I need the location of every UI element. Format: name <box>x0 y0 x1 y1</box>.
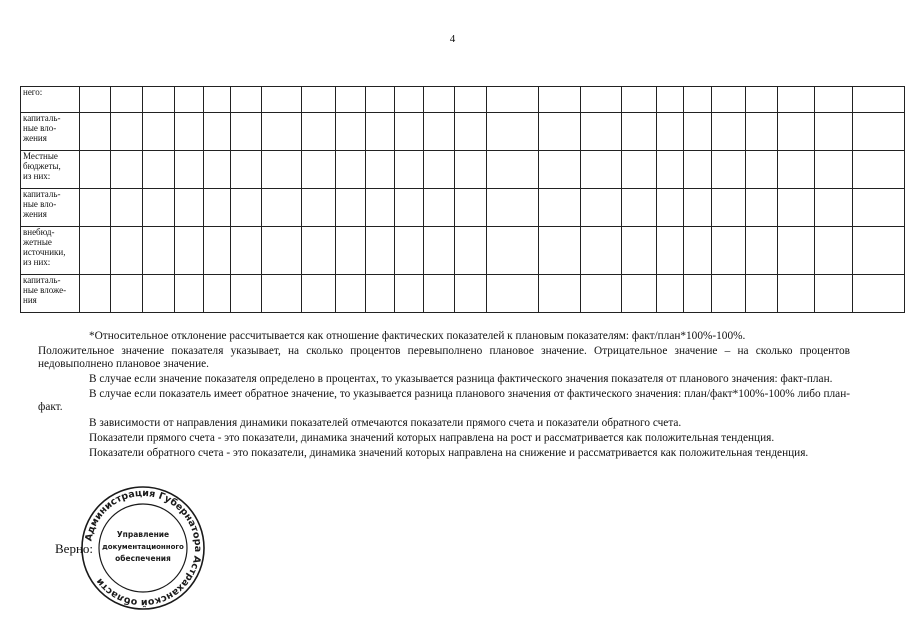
table-cell <box>853 113 905 151</box>
table-cell <box>204 227 231 275</box>
table-cell <box>336 227 366 275</box>
table-cell <box>454 113 486 151</box>
row-label: капиталь- ные вло- жения <box>21 113 80 151</box>
svg-text:обеспечения: обеспечения <box>115 554 171 563</box>
table-cell <box>454 227 486 275</box>
table-cell <box>539 151 580 189</box>
table-cell <box>142 189 174 227</box>
table-cell <box>394 275 424 313</box>
page-number: 4 <box>449 33 456 45</box>
table-cell <box>261 113 301 151</box>
table-cell <box>142 87 174 113</box>
table-cell <box>365 151 394 189</box>
table-cell <box>302 113 336 151</box>
table-cell <box>79 275 110 313</box>
table-cell <box>745 151 777 189</box>
table-cell <box>580 189 621 227</box>
table-cell <box>336 189 366 227</box>
table-cell <box>580 113 621 151</box>
table-cell <box>683 275 712 313</box>
table-cell <box>174 227 204 275</box>
table-cell <box>539 87 580 113</box>
table-cell <box>656 87 683 113</box>
table-cell <box>424 227 454 275</box>
svg-text:документационного: документационного <box>102 543 184 551</box>
table-cell <box>656 227 683 275</box>
table-cell <box>712 113 745 151</box>
table-cell <box>454 151 486 189</box>
signer-verified-label: Верно: <box>55 541 94 556</box>
table-cell <box>174 275 204 313</box>
table-cell <box>777 275 814 313</box>
table-cell <box>111 151 142 189</box>
table-cell <box>111 227 142 275</box>
table-cell <box>302 275 336 313</box>
table-cell <box>204 87 231 113</box>
table-cell <box>621 189 656 227</box>
table-cell <box>745 113 777 151</box>
table-cell <box>204 151 231 189</box>
table-cell <box>745 189 777 227</box>
table-cell <box>394 113 424 151</box>
table-cell <box>365 87 394 113</box>
table-cell <box>261 151 301 189</box>
table-cell <box>621 227 656 275</box>
table-cell <box>142 227 174 275</box>
table-cell <box>142 275 174 313</box>
table-cell <box>580 275 621 313</box>
stamp-graphic <box>80 485 206 611</box>
table-cell <box>204 113 231 151</box>
table-cell <box>365 113 394 151</box>
table-cell <box>261 227 301 275</box>
table-row <box>21 113 905 151</box>
table-cell <box>486 113 538 151</box>
table-cell <box>683 113 712 151</box>
table-cell <box>683 87 712 113</box>
row-label: капиталь- ные вложе- ния <box>21 275 80 313</box>
table-cell <box>539 113 580 151</box>
table-cell <box>204 189 231 227</box>
table-cell <box>814 87 853 113</box>
table-cell <box>79 87 110 113</box>
table-cell <box>853 189 905 227</box>
table-cell <box>777 189 814 227</box>
table-cell <box>853 275 905 313</box>
table-cell <box>394 151 424 189</box>
table-cell <box>336 113 366 151</box>
table-cell <box>853 151 905 189</box>
table-cell <box>486 227 538 275</box>
table-cell <box>712 227 745 275</box>
table-cell <box>302 151 336 189</box>
table-cell <box>853 227 905 275</box>
table-cell <box>712 87 745 113</box>
table-cell <box>853 87 905 113</box>
table-cell <box>231 113 261 151</box>
table-cell <box>174 113 204 151</box>
table-cell <box>394 189 424 227</box>
table-cell <box>79 227 110 275</box>
table-cell <box>621 275 656 313</box>
note-dynamics-direction: В зависимости от направления динамики показателей отмечаются показатели прямого счета и показатели обратного счета. <box>89 416 682 429</box>
row-label: него: <box>21 87 80 113</box>
table-cell <box>814 151 853 189</box>
table-cell <box>814 275 853 313</box>
table-cell <box>814 227 853 275</box>
table-cell <box>261 189 301 227</box>
table-cell <box>454 275 486 313</box>
table-cell <box>174 189 204 227</box>
row-label: внебюд- жетные источники, из них: <box>21 227 80 275</box>
table-cell <box>656 113 683 151</box>
table-cell <box>365 227 394 275</box>
table-cell <box>231 151 261 189</box>
table-cell <box>683 227 712 275</box>
table-cell <box>580 227 621 275</box>
note-inverse-indicator: В случае если показатель имеет обратное значение, то указывается разница планового значения от фактического значения: план/факт*100%-100% либо план-факт. <box>38 388 850 414</box>
table-cell <box>261 275 301 313</box>
note-positive-value: Положительное значение показателя указывает, на сколько процентов перевыполнено плановое значение. Отрицательное значение – на сколько процентов недовыполнено плановое значение. <box>38 345 850 371</box>
table-cell <box>424 189 454 227</box>
table-cell <box>683 151 712 189</box>
table-cell <box>454 87 486 113</box>
table-cell <box>365 275 394 313</box>
table-cell <box>302 227 336 275</box>
table-cell <box>174 151 204 189</box>
row-label: Местные бюджеты, из них: <box>21 151 80 189</box>
table-cell <box>656 151 683 189</box>
note-inverse-count-indicators: Показатели обратного счета - это показатели, динамика значений которых направлена на снижение и рассматривается как положительная тенденция. <box>89 446 809 459</box>
table-row <box>21 151 905 189</box>
table-row <box>21 227 905 275</box>
table-cell <box>539 275 580 313</box>
table-cell <box>336 87 366 113</box>
table-cell <box>777 87 814 113</box>
table-cell <box>656 275 683 313</box>
table-cell <box>336 275 366 313</box>
table-cell <box>486 275 538 313</box>
table-cell <box>111 87 142 113</box>
notes-section <box>38 330 850 462</box>
row-label: капиталь- ные вло- жения <box>21 189 80 227</box>
table-cell <box>745 275 777 313</box>
table-cell <box>302 87 336 113</box>
table-cell <box>777 227 814 275</box>
table-cell <box>111 275 142 313</box>
table-cell <box>231 275 261 313</box>
table-cell <box>424 275 454 313</box>
table-cell <box>79 113 110 151</box>
table-cell <box>336 151 366 189</box>
note-percent-indicator: В случае если значение показателя определено в процентах, то указывается разница фактического значения показателя от планового значения: факт-план. <box>89 373 833 386</box>
table-cell <box>580 151 621 189</box>
table-cell <box>424 151 454 189</box>
table-cell <box>424 113 454 151</box>
table-cell <box>656 189 683 227</box>
table-cell <box>777 151 814 189</box>
svg-text:Администрация Губернатора Астр: Администрация Губернатора Астраханской области <box>83 487 204 609</box>
table-cell <box>204 275 231 313</box>
table-cell <box>621 113 656 151</box>
table-cell <box>79 189 110 227</box>
table-cell <box>231 189 261 227</box>
table-cell <box>174 87 204 113</box>
table-row <box>21 87 905 113</box>
table-cell <box>814 113 853 151</box>
table-cell <box>231 227 261 275</box>
table-cell <box>365 189 394 227</box>
table-cell <box>486 189 538 227</box>
table-cell <box>580 87 621 113</box>
table-cell <box>777 113 814 151</box>
table-cell <box>302 189 336 227</box>
table-cell <box>712 189 745 227</box>
table-cell <box>142 151 174 189</box>
budget-table <box>20 86 905 313</box>
table-cell <box>712 275 745 313</box>
table-cell <box>621 87 656 113</box>
table-cell <box>111 189 142 227</box>
table-cell <box>394 87 424 113</box>
table-cell <box>424 87 454 113</box>
table-cell <box>231 87 261 113</box>
table-cell <box>539 189 580 227</box>
table-row <box>21 189 905 227</box>
table-cell <box>454 189 486 227</box>
table-cell <box>486 87 538 113</box>
table-cell <box>111 113 142 151</box>
official-stamp <box>80 485 206 611</box>
table-cell <box>539 227 580 275</box>
table-cell <box>79 151 110 189</box>
table-cell <box>142 113 174 151</box>
table-cell <box>394 227 424 275</box>
note-relative-deviation: *Относительное отклонение рассчитывается как отношение фактических показателей к плановым показателям: факт/план*100%-100%. <box>89 330 746 342</box>
table-row <box>21 275 905 313</box>
table-cell <box>712 151 745 189</box>
svg-text:Управление: Управление <box>116 530 170 539</box>
table-cell <box>261 87 301 113</box>
table-cell <box>814 189 853 227</box>
note-direct-indicators: Показатели прямого счета - это показатели, динамика значений которых направлена на рост и рассматривается как положительная тенденция. <box>89 431 775 444</box>
table-cell <box>486 151 538 189</box>
table-cell <box>621 151 656 189</box>
table-cell <box>745 87 777 113</box>
table-cell <box>745 227 777 275</box>
table-cell <box>683 189 712 227</box>
